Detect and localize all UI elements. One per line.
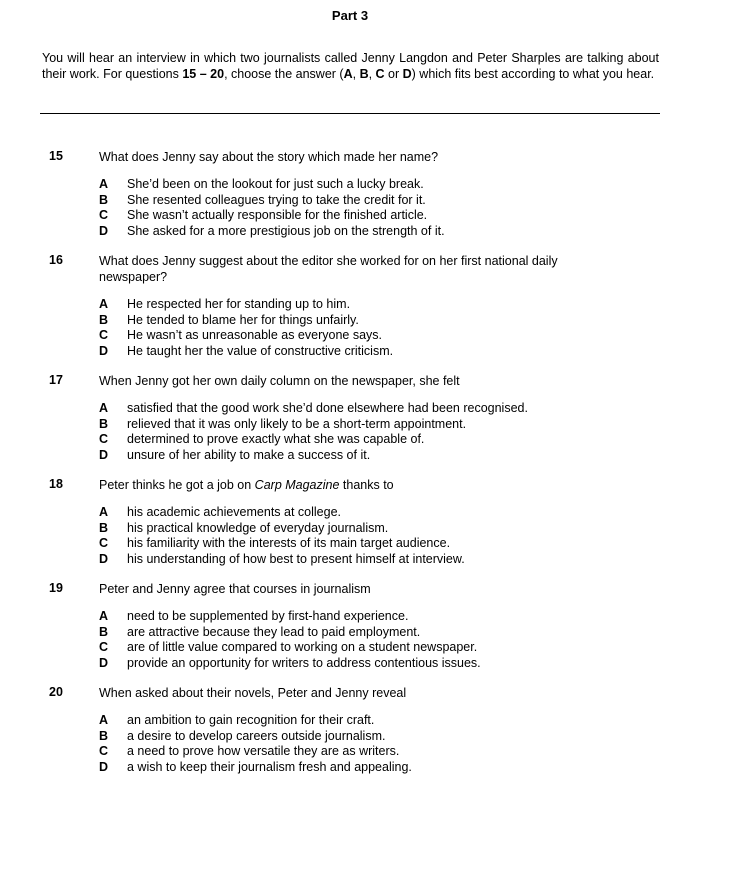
option-c[interactable] <box>99 536 730 552</box>
option-letter: A <box>99 177 109 191</box>
option-a[interactable] <box>99 177 730 193</box>
option-text: She asked for a more prestigious job on the strength of it. <box>127 223 445 238</box>
option-list <box>99 297 730 359</box>
question-text <box>99 477 619 493</box>
option-a[interactable] <box>99 297 730 313</box>
separator: , <box>352 67 360 81</box>
option-text: She resented colleagues trying to take the credit for it. <box>127 192 426 207</box>
option-text: provide an opportunity for writers to address contentious issues. <box>127 655 481 670</box>
option-letter: D <box>99 223 109 238</box>
option-b[interactable] <box>99 729 730 745</box>
question-number: 18 <box>49 477 63 491</box>
option-letter: A <box>99 713 109 727</box>
option-list <box>99 177 730 239</box>
option-letter: B <box>99 312 109 327</box>
option-b[interactable] <box>99 521 730 537</box>
option-b[interactable] <box>99 625 730 641</box>
option-letter: D <box>99 759 109 774</box>
option-letter: A <box>99 401 109 415</box>
letter-c: C <box>375 67 385 81</box>
separator: , <box>368 67 376 81</box>
question-16 <box>0 253 730 359</box>
question-number: 16 <box>49 253 63 267</box>
option-letter: C <box>99 432 109 446</box>
option-letter: C <box>99 208 109 222</box>
question-text: What does Jenny say about the story which made her name? <box>99 150 439 164</box>
option-list <box>99 505 730 567</box>
magazine-title: Carp Magazine <box>254 478 340 492</box>
option-text: determined to prove exactly what she was capable of. <box>127 432 425 446</box>
option-d[interactable] <box>99 224 730 240</box>
option-letter: B <box>99 192 109 207</box>
option-text: his familiarity with the interests of its main target audience. <box>127 536 451 550</box>
option-list <box>99 609 730 671</box>
question-text: When asked about their novels, Peter and Jenny reveal <box>99 686 407 700</box>
option-letter: C <box>99 536 109 550</box>
option-letter: A <box>99 505 109 519</box>
question-number: 19 <box>49 581 63 595</box>
option-text: relieved that it was only likely to be a short-term appointment. <box>127 416 467 431</box>
question-number: 20 <box>49 685 63 699</box>
option-text: are attractive because they lead to paid employment. <box>127 624 421 639</box>
option-text: a need to prove how versatile they are as writers. <box>127 744 400 758</box>
option-c[interactable] <box>99 208 730 224</box>
option-c[interactable] <box>99 328 730 344</box>
option-text: He taught her the value of constructive criticism. <box>127 343 394 358</box>
option-a[interactable] <box>99 401 730 417</box>
option-letter: D <box>99 447 109 462</box>
question-17 <box>0 373 730 463</box>
option-text: are of little value compared to working on a student newspaper. <box>127 640 478 654</box>
option-list <box>99 401 730 463</box>
option-letter: B <box>99 624 109 639</box>
option-d[interactable] <box>99 448 730 464</box>
option-text: a desire to develop careers outside journalism. <box>127 728 386 743</box>
question-range: 15 – 20 <box>182 67 225 81</box>
option-letter: D <box>99 655 109 670</box>
option-letter: B <box>99 416 109 431</box>
question-text-part: thanks to <box>339 478 394 492</box>
option-d[interactable] <box>99 760 730 776</box>
question-text: When Jenny got her own daily column on the newspaper, she felt <box>99 374 460 388</box>
option-c[interactable] <box>99 744 730 760</box>
option-list <box>99 713 730 775</box>
option-text: He respected her for standing up to him. <box>127 297 351 311</box>
option-text: an ambition to gain recognition for their craft. <box>127 713 375 727</box>
question-15 <box>0 149 730 239</box>
letter-b: B <box>359 67 369 81</box>
option-letter: C <box>99 328 109 342</box>
option-text: He tended to blame her for things unfairly. <box>127 312 359 327</box>
question-20 <box>0 685 730 775</box>
option-text: satisfied that the good work she’d done elsewhere had been recognised. <box>127 401 528 415</box>
question-text: Peter and Jenny agree that courses in journalism <box>99 582 371 596</box>
option-text: his practical knowledge of everyday journalism. <box>127 520 389 535</box>
option-text: a wish to keep their journalism fresh and appealing. <box>127 759 412 774</box>
question-18 <box>0 477 730 567</box>
option-text: his academic achievements at college. <box>127 505 342 519</box>
instructions-text: You will hear an interview in which two journalists called Jenny Langdon and Peter Sharples are talking about their work. For questions <box>42 51 659 81</box>
option-text: unsure of her ability to make a success of it. <box>127 447 371 462</box>
question-text-part: Peter thinks he got a job on <box>99 478 255 492</box>
option-a[interactable] <box>99 609 730 625</box>
option-letter: C <box>99 640 109 654</box>
option-d[interactable] <box>99 656 730 672</box>
option-letter: A <box>99 297 109 311</box>
option-letter: A <box>99 609 109 623</box>
option-c[interactable] <box>99 640 730 656</box>
option-letter: D <box>99 551 109 566</box>
question-list <box>0 149 730 789</box>
option-a[interactable] <box>99 713 730 729</box>
option-text: She’d been on the lookout for just such a lucky break. <box>127 177 424 191</box>
letter-d: D <box>402 67 412 81</box>
option-text: his understanding of how best to present himself at interview. <box>127 551 465 566</box>
option-b[interactable] <box>99 193 730 209</box>
question-text: What does Jenny suggest about the editor she worked for on her first national daily newspaper? <box>99 254 558 284</box>
question-number: 15 <box>49 149 63 163</box>
question-number: 17 <box>49 373 63 387</box>
option-text: He wasn’t as unreasonable as everyone says. <box>127 328 383 342</box>
option-letter: B <box>99 728 109 743</box>
option-text: She wasn’t actually responsible for the finished article. <box>127 208 428 222</box>
instructions-text: , choose the answer ( <box>224 67 344 81</box>
option-b[interactable] <box>99 417 730 433</box>
option-d[interactable] <box>99 344 730 360</box>
option-letter: C <box>99 744 109 758</box>
option-d[interactable] <box>99 552 730 568</box>
option-text: need to be supplemented by first-hand experience. <box>127 609 409 623</box>
option-a[interactable] <box>99 505 730 521</box>
instructions <box>42 50 659 82</box>
page-title: Part 3 <box>331 8 369 23</box>
option-c[interactable] <box>99 432 730 448</box>
option-b[interactable] <box>99 313 730 329</box>
divider <box>40 113 660 114</box>
question-19 <box>0 581 730 671</box>
option-letter: D <box>99 343 109 358</box>
letter-a: A <box>343 67 353 81</box>
separator: or <box>384 67 403 81</box>
instructions-text: ) which fits best according to what you hear. <box>411 67 655 81</box>
option-letter: B <box>99 520 109 535</box>
